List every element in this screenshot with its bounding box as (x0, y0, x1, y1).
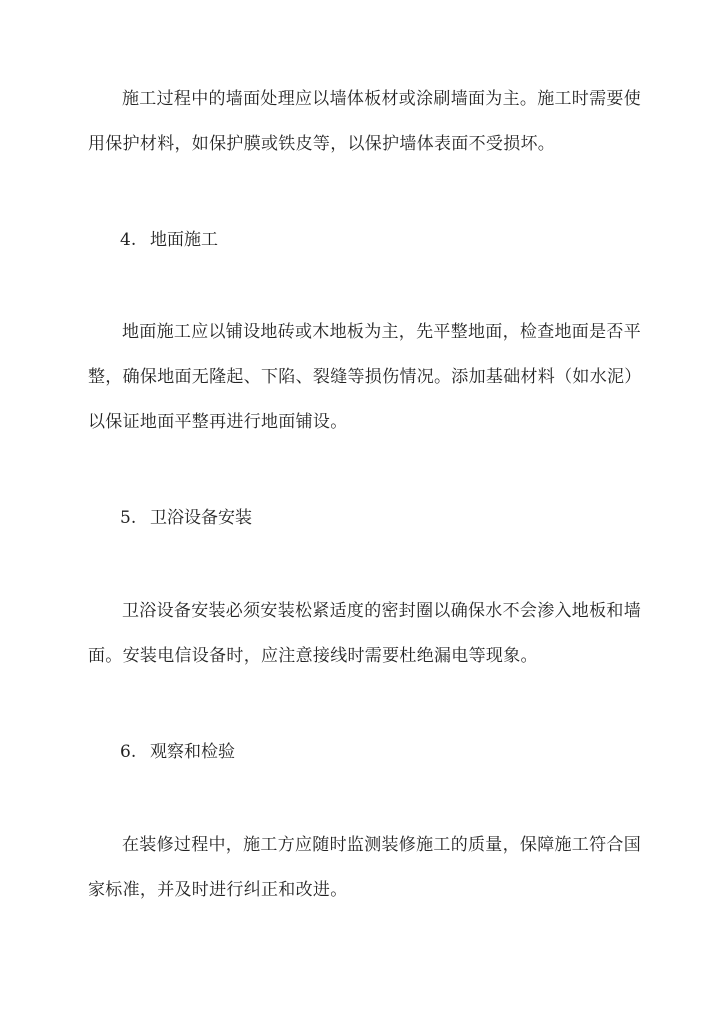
section-heading-floor (120, 225, 218, 255)
paragraph-line: 在装修过程中，施工方应随时监测装修施工的质量，保障施工符合国 (122, 835, 641, 855)
paragraph-line: 以保证地面平整再进行地面铺设。 (88, 412, 348, 432)
heading-title: 地面施工 (150, 230, 218, 250)
paragraph-line: 卫浴设备安装必须安装松紧适度的密封圈以确保水不会渗入地板和墙 (122, 601, 641, 621)
paragraph-floor-construction (88, 310, 642, 445)
paragraph-wall-treatment (88, 77, 641, 167)
heading-title: 观察和检验 (150, 742, 235, 762)
paragraph-line: 家标准，并及时进行纠正和改进。 (88, 880, 348, 900)
heading-title: 卫浴设备安装 (150, 508, 252, 528)
paragraph-line: 用保护材料，如保护膜或铁皮等，以保护墙体表面不受损坏。 (88, 134, 556, 154)
paragraph-line: 地面施工应以铺设地砖或木地板为主，先平整地面，检查地面是否平 (122, 322, 641, 342)
section-heading-bathroom (120, 503, 252, 533)
paragraph-line: 面。安装电信设备时，应注意接线时需要杜绝漏电等现象。 (88, 646, 538, 666)
paragraph-bathroom-equipment (88, 589, 641, 679)
paragraph-inspection (88, 823, 641, 913)
section-heading-inspection (120, 737, 235, 767)
heading-number: 6. (120, 742, 137, 762)
heading-number: 5. (120, 508, 137, 528)
paragraph-line: 施工过程中的墙面处理应以墙体板材或涂刷墙面为主。施工时需要使 (122, 89, 641, 109)
paragraph-line: 整，确保地面无隆起、下陷、裂缝等损伤情况。添加基础材料（如水泥） (88, 367, 642, 387)
heading-number: 4. (120, 230, 137, 250)
